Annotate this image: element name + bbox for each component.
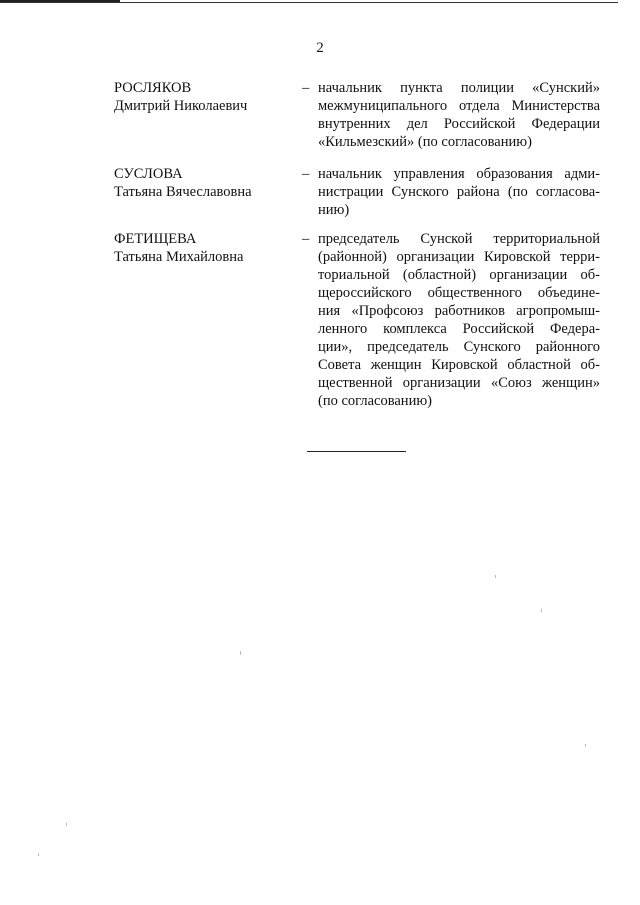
member-position-1	[318, 79, 600, 151]
position-line: щероссийского общественного объедине-	[318, 285, 600, 301]
scan-speck	[66, 823, 67, 826]
member-name-3	[114, 230, 294, 266]
position-line: (районной) организации Кировской терри-	[318, 249, 600, 265]
position-line: начальник управления образования адми-	[318, 166, 600, 182]
member-position-3	[318, 230, 600, 410]
scan-speck	[495, 575, 496, 578]
member-name-1	[114, 79, 294, 115]
position-line: нистрации Сунского района (по согласова-	[318, 184, 600, 200]
member-given-names: Дмитрий Николаевич	[114, 98, 248, 114]
scan-speck	[38, 853, 39, 856]
entry-dash: –	[302, 166, 310, 182]
entry-dash: –	[302, 231, 310, 247]
position-line: ции», председатель Сунского районного	[318, 339, 600, 355]
scan-speck	[585, 744, 586, 747]
position-line: ния «Профсоюз работников агропромыш-	[318, 303, 600, 319]
position-line: «Кильмезский» (по согласованию)	[318, 134, 532, 150]
member-surname: СУСЛОВА	[114, 166, 183, 182]
scan-speck	[240, 651, 241, 655]
member-name-2	[114, 165, 294, 201]
top-scan-edge	[0, 2, 618, 3]
position-line: внутренних дел Российской Федерации	[318, 116, 600, 132]
closing-rule	[307, 451, 406, 452]
entry-dash: –	[302, 80, 310, 96]
member-position-2	[318, 165, 600, 219]
position-line: председатель Сунской территориальной	[318, 231, 600, 247]
position-line: нию)	[318, 202, 350, 218]
member-surname: РОСЛЯКОВ	[114, 80, 192, 96]
position-line: щественной организации «Союз женщин»	[318, 375, 600, 391]
position-line: межмуниципального отдела Министерства	[318, 98, 600, 114]
position-line: ториальной (областной) организации об-	[318, 267, 600, 283]
member-given-names: Татьяна Михайловна	[114, 249, 244, 265]
position-line: ленного комплекса Российской Федера-	[318, 321, 600, 337]
member-given-names: Татьяна Вячеславовна	[114, 184, 252, 200]
member-surname: ФЕТИЩЕВА	[114, 231, 197, 247]
page-number: 2	[316, 40, 324, 56]
position-line: (по согласованию)	[318, 393, 432, 409]
position-line: Совета женщин Кировской областной об-	[318, 357, 600, 373]
scan-speck	[541, 609, 542, 612]
position-line: начальник пункта полиции «Сунский»	[318, 80, 600, 96]
